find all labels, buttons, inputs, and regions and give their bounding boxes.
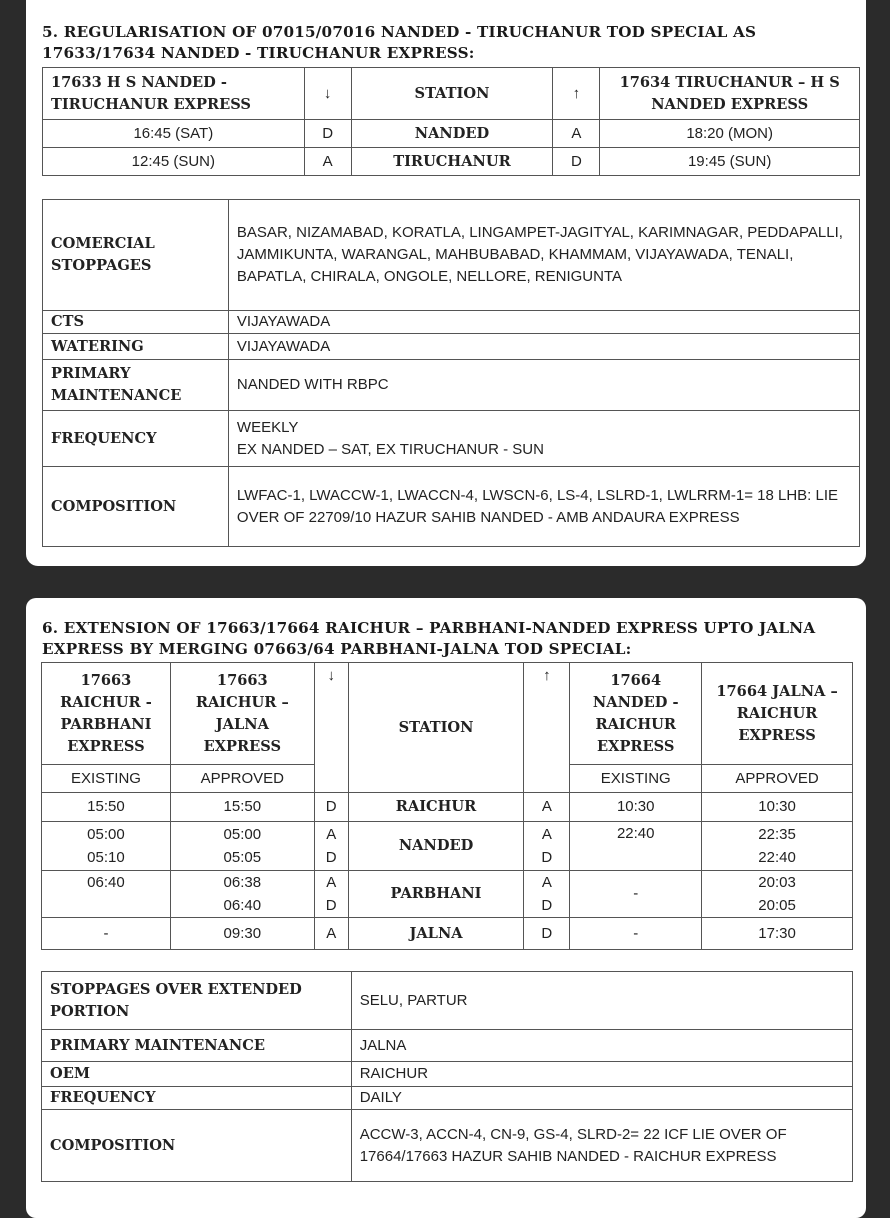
existing-label: EXISTING — [570, 765, 702, 793]
existing-time: 22:40 — [570, 822, 702, 871]
stoppages-value: SELU, PARTUR — [351, 972, 852, 1030]
station-name: NANDED — [351, 120, 553, 148]
arrival-departure-code: A — [304, 148, 351, 176]
approved-time: 10:30 — [702, 793, 853, 822]
section-6-timetable — [41, 662, 853, 950]
cts-value: VIJAYAWADA — [228, 311, 859, 334]
stoppages-label: STOPPAGES OVER EXTENDED PORTION — [42, 972, 352, 1030]
cts-label: CTS — [43, 311, 229, 334]
approved-time: 05:00 05:05 — [170, 822, 314, 871]
station-name: JALNA — [348, 918, 524, 950]
existing-time: - — [42, 918, 171, 950]
arrival-departure-code: A D — [314, 871, 348, 918]
station-header: STATION — [351, 68, 553, 120]
station-name: TIRUCHANUR — [351, 148, 553, 176]
arrival-departure-code: A — [314, 918, 348, 950]
approved-label: APPROVED — [170, 765, 314, 793]
station-name: NANDED — [348, 822, 524, 871]
up-arrow-icon: ↑ — [553, 68, 600, 120]
frequency-value — [228, 411, 859, 467]
table-row — [42, 918, 853, 950]
departure-time: 16:45 (SAT) — [43, 120, 305, 148]
down-arrow-icon: ↓ — [314, 663, 348, 793]
primary-maintenance-value: NANDED WITH RBPC — [228, 360, 859, 411]
train-17664-jalna-header: 17664 JALNA – RAICHUR EXPRESS — [702, 663, 853, 765]
approved-time: 20:03 20:05 — [702, 871, 853, 918]
arrival-departure-code: A D — [524, 871, 570, 918]
train-17664-nanded-header: 17664 NANDED - RAICHUR EXPRESS — [570, 663, 702, 765]
frequency-value: DAILY — [351, 1087, 852, 1110]
train-17633-header: 17633 H S NANDED - TIRUCHANUR EXPRESS — [43, 68, 305, 120]
arrival-time: 19:45 (SUN) — [600, 148, 860, 176]
station-header: STATION — [348, 663, 524, 793]
table-row — [43, 148, 860, 176]
existing-time: - — [570, 918, 702, 950]
existing-time: - — [570, 871, 702, 918]
stoppages-value: BASAR, NIZAMABAD, KORATLA, LINGAMPET-JAGITYAL, KARIMNAGAR, PEDDAPALLI, JAMMIKUNTA, WARANGAL, MAHBUBABAD, KHAMMAM, VIJAYAWADA, TENALI, BAPATLA, CHIRALA, ONGOLE, NELLORE, RENIGUNTA — [228, 200, 859, 311]
table-row — [42, 822, 853, 871]
existing-time: 06:40 — [42, 871, 171, 918]
down-arrow-icon: ↓ — [304, 68, 351, 120]
section-6-details — [41, 971, 853, 1182]
arrival-departure-code: D — [524, 918, 570, 950]
arrival-departure-code: A D — [314, 822, 348, 871]
arrival-time: 18:20 (MON) — [600, 120, 860, 148]
table-row — [42, 871, 853, 918]
frequency-line-2: EX NANDED – SAT, EX TIRUCHANUR - SUN — [236, 440, 544, 458]
station-name: RAICHUR — [348, 793, 524, 822]
arrival-departure-code: D — [314, 793, 348, 822]
approved-time: 09:30 — [170, 918, 314, 950]
arrival-departure-code: A — [524, 793, 570, 822]
composition-value: ACCW-3, ACCN-4, CN-9, GS-4, SLRD-2= 22 ICF LIE OVER OF 17664/17663 HAZUR SAHIB NANDED - RAICHUR EXPRESS — [351, 1110, 852, 1182]
frequency-line-1: WEEKLY — [236, 418, 299, 436]
primary-maintenance-value: JALNA — [351, 1030, 852, 1062]
composition-value: LWFAC-1, LWACCW-1, LWACCN-4, LWSCN-6, LS-4, LSLRD-1, LWLRRM-1= 18 LHB: LIE OVER OF 22709/10 HAZUR SAHIB NANDED - AMB ANDAURA EXPRESS — [228, 467, 859, 547]
oem-value: RAICHUR — [351, 1062, 852, 1087]
frequency-label: FREQUENCY — [43, 411, 229, 467]
station-name: PARBHANI — [348, 871, 524, 918]
approved-time: 06:38 06:40 — [170, 871, 314, 918]
arrival-departure-code: A — [553, 120, 600, 148]
approved-label: APPROVED — [702, 765, 853, 793]
existing-time: 05:00 05:10 — [42, 822, 171, 871]
section-5-heading: 5. REGULARISATION OF 07015/07016 NANDED - TIRUCHANUR TOD SPECIAL AS 17633/17634 NANDED - TIRUCHANUR EXPRESS: — [42, 23, 757, 62]
table-row — [42, 793, 853, 822]
departure-time: 12:45 (SUN) — [43, 148, 305, 176]
table-row — [43, 120, 860, 148]
section-5-timetable — [42, 67, 860, 176]
existing-time: 10:30 — [570, 793, 702, 822]
primary-maintenance-label: PRIMARY MAINTENANCE — [43, 360, 229, 411]
approved-time: 17:30 — [702, 918, 853, 950]
stoppages-label: COMERCIAL STOPPAGES — [43, 200, 229, 311]
approved-time: 15:50 — [170, 793, 314, 822]
arrival-departure-code: A D — [524, 822, 570, 871]
up-arrow-icon: ↑ — [524, 663, 570, 793]
watering-label: WATERING — [43, 334, 229, 360]
train-17634-header: 17634 TIRUCHANUR – H S NANDED EXPRESS — [600, 68, 860, 120]
train-17663-parbhani-header: 17663 RAICHUR - PARBHANI EXPRESS — [42, 663, 171, 765]
train-17663-jalna-header: 17663 RAICHUR – JALNA EXPRESS — [170, 663, 314, 765]
existing-time: 15:50 — [42, 793, 171, 822]
existing-label: EXISTING — [42, 765, 171, 793]
watering-value: VIJAYAWADA — [228, 334, 859, 360]
section-5-details — [42, 199, 860, 547]
composition-label: COMPOSITION — [42, 1110, 352, 1182]
section-6-card — [26, 598, 866, 1218]
approved-time: 22:35 22:40 — [702, 822, 853, 871]
section-6-heading: 6. EXTENSION OF 17663/17664 RAICHUR – PARBHANI-NANDED EXPRESS UPTO JALNA EXPRESS BY MERGING 07663/64 PARBHANI-JALNA TOD SPECIAL: — [42, 619, 816, 658]
section-5-card — [26, 0, 866, 566]
oem-label: OEM — [42, 1062, 352, 1087]
composition-label: COMPOSITION — [43, 467, 229, 547]
arrival-departure-code: D — [304, 120, 351, 148]
frequency-label: FREQUENCY — [42, 1087, 352, 1110]
arrival-departure-code: D — [553, 148, 600, 176]
primary-maintenance-label: PRIMARY MAINTENANCE — [42, 1030, 352, 1062]
